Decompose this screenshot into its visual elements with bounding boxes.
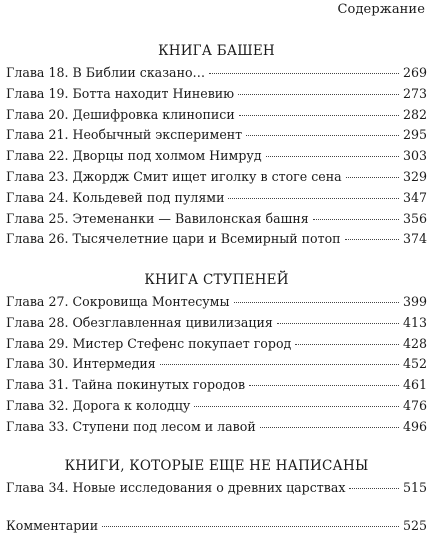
toc-entry-title: Глава 34. Новые исследования о древних царствах: [6, 480, 346, 495]
toc-section-list: [6, 294, 427, 440]
dot-leader: [295, 343, 399, 345]
toc-entry-page: 303: [402, 148, 427, 164]
toc-entry[interactable]: [6, 169, 427, 190]
toc-entry-title: Глава 30. Интермедия: [6, 356, 156, 372]
toc-entry-page: 347: [402, 189, 427, 205]
toc-entry-page: 476: [402, 397, 427, 413]
dot-leader: [102, 525, 399, 527]
toc-entry-page: 496: [402, 418, 427, 434]
toc-entry[interactable]: [6, 419, 427, 440]
toc-entry[interactable]: [6, 231, 427, 252]
dot-leader: [246, 134, 399, 136]
toc-entry-page: 374: [402, 231, 427, 247]
toc-entry-title: Глава 31. Тайна покинутых городов: [6, 377, 246, 393]
toc-entry-title: Комментарии: [6, 518, 99, 533]
toc-entry[interactable]: [6, 398, 427, 419]
toc-entry-page: 269: [402, 65, 427, 80]
dot-leader: [238, 93, 399, 95]
running-header: Содержание: [337, 2, 425, 17]
toc-entry[interactable]: [6, 315, 427, 336]
toc-section-list: [6, 65, 427, 252]
toc-section-list: [6, 480, 427, 501]
dot-leader: [313, 218, 399, 220]
toc-entry-page: 461: [402, 377, 427, 393]
toc-entry-title: Глава 19. Ботта находит Ниневию: [6, 85, 235, 101]
toc-entry-title: Глава 27. Сокровища Монтесумы: [6, 294, 230, 309]
toc-entry-title: Глава 32. Дорога к колодцу: [6, 397, 191, 413]
toc-entry-page: 356: [402, 210, 427, 226]
toc-entry-title: Глава 20. Дешифровка клинописи: [6, 106, 235, 122]
section-title: КНИГИ, КОТОРЫЕ ЕЩЕ НЕ НАПИСАНЫ: [64, 458, 369, 474]
dot-leader: [345, 238, 399, 240]
dot-leader: [346, 176, 399, 178]
toc-entry[interactable]: [6, 518, 427, 539]
dot-leader: [349, 487, 398, 489]
dot-leader: [194, 405, 399, 407]
toc-entry-title: Глава 33. Ступени под лесом и лавой: [6, 418, 256, 434]
toc-entry-title: Глава 24. Кольдевей под пулями: [6, 189, 225, 205]
toc-entry-title: Глава 25. Этеменанки — Вавилонская башня: [6, 210, 309, 226]
dot-leader: [160, 363, 399, 365]
toc-entry-title: Глава 22. Дворцы под холмом Нимруд: [6, 148, 262, 164]
toc-entry[interactable]: [6, 86, 427, 107]
toc-entry[interactable]: [6, 127, 427, 148]
toc-entry-title: Глава 21. Необычный эксперимент: [6, 127, 243, 143]
dot-leader: [234, 301, 399, 303]
dot-leader: [266, 155, 399, 157]
toc-entry-page: 428: [402, 335, 427, 351]
toc-entry-page: 452: [402, 356, 427, 372]
toc-entry-title: Глава 28. Обезглавленная цивилизация: [6, 314, 273, 330]
toc-entry-page: 525: [402, 518, 427, 533]
section-title: КНИГА БАШЕН: [158, 43, 275, 59]
toc-entry-page: 515: [402, 480, 427, 495]
toc-entry[interactable]: [6, 107, 427, 128]
toc-entry[interactable]: [6, 336, 427, 357]
toc-entry-page: 282: [402, 106, 427, 122]
toc-trailing-list: [6, 518, 427, 539]
dot-leader: [249, 384, 399, 386]
dot-leader: [209, 72, 399, 74]
toc-entry-page: 273: [402, 85, 427, 101]
dot-leader: [239, 114, 399, 116]
section-title: КНИГА СТУПЕНЕЙ: [144, 272, 289, 288]
toc-entry-title: Глава 18. В Библии сказано…: [6, 65, 206, 80]
toc-entry[interactable]: [6, 65, 427, 86]
toc-entry-title: Глава 26. Тысячелетние цари и Всемирный потоп: [6, 231, 341, 247]
toc-entry-page: 399: [402, 294, 427, 309]
toc-entry[interactable]: [6, 356, 427, 377]
toc-entry[interactable]: [6, 480, 427, 501]
toc-entry-title: Глава 29. Мистер Стефенс покупает город: [6, 335, 292, 351]
dot-leader: [228, 197, 398, 199]
toc-entry-page: 329: [402, 168, 427, 184]
toc-entry[interactable]: [6, 294, 427, 315]
toc-entry[interactable]: [6, 211, 427, 232]
toc-entry[interactable]: [6, 190, 427, 211]
toc-entry[interactable]: [6, 148, 427, 169]
toc-entry-title: Глава 23. Джордж Смит ищет иголку в стоге сена: [6, 168, 342, 184]
dot-leader: [260, 426, 399, 428]
toc-entry[interactable]: [6, 377, 427, 398]
dot-leader: [277, 322, 399, 324]
toc-entry-page: 413: [402, 314, 427, 330]
toc-entry-page: 295: [402, 127, 427, 143]
